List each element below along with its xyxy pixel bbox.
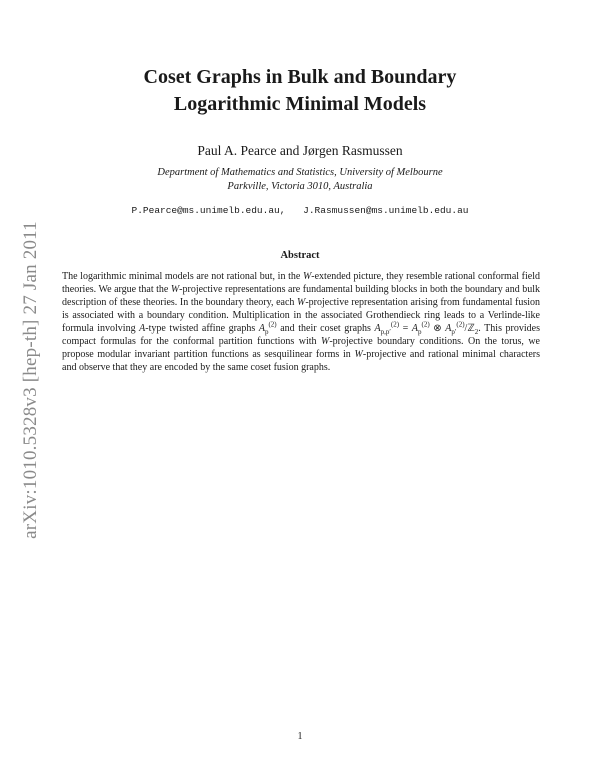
w-symbol: W: [302, 271, 312, 282]
paper-title-line-1: Coset Graphs in Bulk and Boundary: [143, 66, 457, 88]
w-symbol: W: [170, 284, 180, 295]
abstract-text: -projective representation arising from fundamental fusion is associated with a boundary condition. Multiplication in the associated Grothendieck ring leads to a Verlinde-like formula involving: [62, 297, 543, 334]
abstract-text: . This provides compact formulas for the conformal partition functions with: [62, 323, 543, 347]
w-symbol: W: [297, 297, 306, 308]
abstract-text: The logarithmic minimal models are not rational but, in the: [62, 271, 303, 282]
email-pearce[interactable]: P.Pearce@ms.unimelb.edu.au,: [131, 205, 286, 216]
email-rasmussen[interactable]: J.Rasmussen@ms.unimelb.edu.au: [303, 205, 469, 216]
math-superscript: (2): [421, 320, 430, 329]
abstract-text: -projective and rational minimal characters and observe that they are encoded by the same coset fusion graphs.: [62, 349, 543, 373]
w-symbol: W: [354, 349, 363, 360]
math-operator: ⊗: [429, 323, 446, 334]
math-symbol: A: [374, 323, 381, 334]
math-subscript: p: [264, 328, 269, 336]
abstract-text: -type twisted affine graphs: [145, 323, 259, 334]
abstract-heading: Abstract: [280, 250, 320, 261]
arxiv-identifier-text: arXiv:1010.5328v3 [hep-th] 27 Jan 2011: [20, 221, 41, 539]
abstract-text: -extended picture, they resemble rational conformal field theories. We argue that the: [62, 271, 543, 295]
math-subscript: p: [418, 328, 422, 336]
affiliation: [60, 166, 540, 193]
abstract-text: and their coset graphs: [276, 323, 375, 334]
abstract-text: -projective boundary conditions. On the torus, we propose modular invariant partition functions as sesquilinear forms in: [62, 336, 543, 360]
abstract-body: [62, 270, 543, 374]
affiliation-line-2: Parkville, Victoria 3010, Australia: [227, 180, 373, 192]
paper-title-line-2: Logarithmic Minimal Models: [173, 93, 427, 115]
abstract-text: -projective representations are fundamental building blocks in both the boundary and bulk description of these theories. In the boundary theory, each: [62, 284, 543, 308]
math-superscript: (2): [268, 320, 277, 329]
math-superscript: (2): [456, 320, 465, 329]
affiliation-line-1: Department of Mathematics and Statistics, University of Melbourne: [157, 167, 443, 178]
a-symbol: A: [139, 323, 146, 334]
math-symbol: A: [258, 323, 265, 334]
math-superscript: (2): [390, 320, 400, 329]
math-subscript: 2: [474, 328, 479, 336]
math-symbol: A: [445, 323, 452, 334]
math-operator: =: [399, 323, 412, 334]
arxiv-identifier-stamp: [10, 200, 52, 560]
math-subscript: p,p′: [380, 328, 391, 336]
math-symbol: A: [411, 323, 419, 334]
author-list: Paul A. Pearce and Jørgen Rasmussen: [197, 143, 403, 158]
paper-title: [60, 64, 540, 118]
math-subscript: p′: [451, 328, 457, 336]
math-symbol: /ℤ: [464, 323, 475, 334]
w-symbol: W: [321, 336, 330, 347]
author-emails: [60, 205, 540, 216]
page-number: 1: [297, 731, 303, 742]
